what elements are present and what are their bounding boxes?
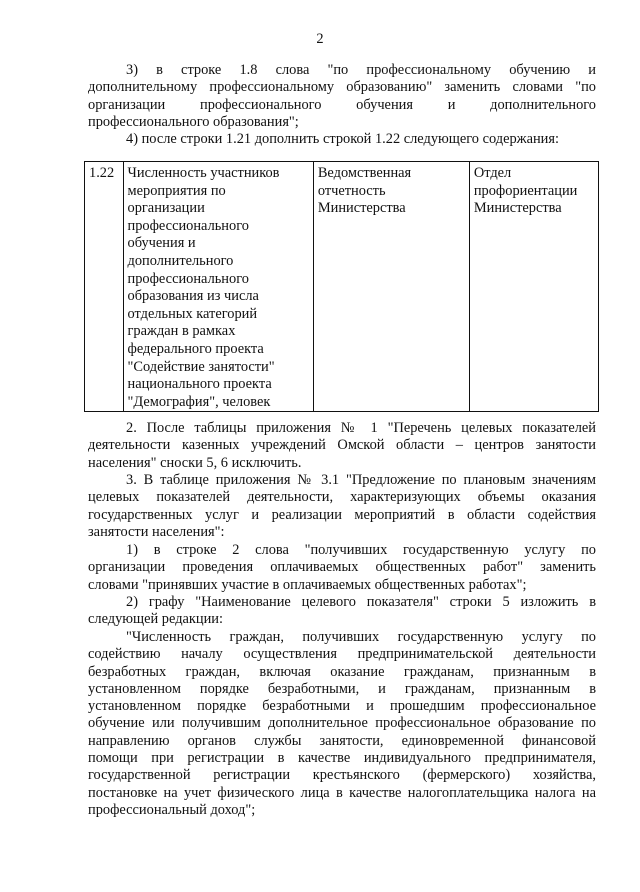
cell-line: Ведомственная bbox=[317, 165, 412, 181]
cell-line: национального проекта bbox=[127, 376, 272, 393]
text-line: 4) после строки 1.21 дополнить строкой 1.22 следующего содержания: bbox=[126, 131, 560, 147]
text-line: государственной регистрации крестьянского (фермерского) хозяйства, bbox=[88, 767, 596, 784]
text-line: 3. В таблице приложения № 3.1 "Предложение по плановым значениям bbox=[126, 472, 596, 488]
cell-line: Министерства bbox=[473, 200, 562, 217]
text-line: целевых показателей деятельности, характеризующих объемы оказания bbox=[88, 489, 596, 506]
text-line: обучение или получившим дополнительное профессиональное образование по bbox=[88, 715, 596, 732]
cell-line: Министерства bbox=[317, 200, 406, 217]
cell-line: образования из числа bbox=[127, 288, 259, 305]
indicator-table bbox=[84, 161, 599, 412]
text-line: организации профессионального обучения и дополнительного bbox=[88, 96, 596, 113]
cell-line: федерального проекта bbox=[127, 340, 264, 357]
section-3-paragraph bbox=[88, 472, 596, 541]
new-wording-paragraph bbox=[88, 629, 596, 819]
cell-line: профессионального bbox=[127, 270, 249, 287]
text-line: профессиональный доход"; bbox=[88, 801, 256, 818]
text-line: словами "принявших участие в оплачиваемых общественных работах"; bbox=[88, 576, 527, 593]
text-line: "Численность граждан, получивших государственную услугу по bbox=[126, 629, 596, 645]
text-line: помощи при регистрации в качестве индивидуального предпринимателя, bbox=[88, 750, 596, 767]
indicator-name-cell bbox=[123, 162, 313, 412]
text-line: профессионального образования"; bbox=[88, 113, 299, 130]
text-line: 2) графу "Наименование целевого показателя" строки 5 изложить в bbox=[126, 594, 596, 610]
text-line: деятельности казенных учреждений Омской области – центров занятости bbox=[88, 437, 596, 454]
text-line: следующей редакции: bbox=[88, 611, 223, 628]
section-2-paragraph bbox=[88, 420, 596, 472]
text-line: 2. После таблицы приложения № 1 "Перечень целевых показателей bbox=[126, 420, 596, 436]
cell-line: отдельных категорий bbox=[127, 305, 258, 322]
text-line: направлению органов службы занятости, единовременной финансовой bbox=[88, 732, 596, 749]
text-line: дополнительному профессиональному образованию" заменить словами "по bbox=[88, 79, 596, 96]
text-line: государственных услуг и реализации мероприятий в области содействия bbox=[88, 506, 596, 523]
row-number: 1.22 bbox=[89, 165, 115, 181]
cell-line: профориентации bbox=[473, 182, 578, 199]
subitem-2-paragraph bbox=[88, 594, 596, 629]
cell-line: обучения и bbox=[127, 235, 196, 252]
cell-line: профессионального bbox=[127, 217, 249, 234]
cell-line: дополнительного bbox=[127, 252, 234, 269]
item-4-paragraph bbox=[88, 131, 596, 148]
text-line: населения" сноски 5, 6 исключить. bbox=[88, 454, 302, 471]
subitem-1-paragraph bbox=[88, 542, 596, 594]
text-line: 1) в строке 2 слова "получивших государственную услугу по bbox=[126, 542, 596, 558]
table-row bbox=[85, 162, 599, 412]
text-line: 3) в строке 1.8 слова "по профессиональному обучению и bbox=[126, 62, 596, 78]
text-line: установленном порядке безработными, и гражданам, признанным в bbox=[88, 680, 596, 697]
cell-line: "Демография", человек bbox=[127, 393, 271, 410]
page-number: 2 bbox=[316, 31, 324, 47]
cell-line: мероприятия по bbox=[127, 182, 226, 199]
text-line: установленном порядке безработными и прошедшим профессиональное bbox=[88, 698, 596, 715]
item-3-paragraph bbox=[88, 62, 596, 131]
cell-line: Численность участников bbox=[127, 165, 280, 181]
text-line: содействию началу осуществления предпринимательской деятельности bbox=[88, 646, 596, 663]
data-source-cell bbox=[313, 162, 469, 412]
cell-line: граждан в рамках bbox=[127, 323, 236, 340]
text-line: постановке на учет физического лица в качестве налогоплательщика налога на bbox=[88, 784, 596, 801]
text-line: организации проведения оплачиваемых общественных работ" заменить bbox=[88, 559, 596, 576]
cell-line: Отдел bbox=[473, 165, 512, 181]
cell-line: отчетность bbox=[317, 182, 386, 199]
text-line: занятости населения": bbox=[88, 523, 225, 540]
cell-line: "Содействие занятости" bbox=[127, 358, 275, 375]
row-number-cell bbox=[85, 162, 124, 412]
cell-line: организации bbox=[127, 200, 205, 217]
responsible-cell bbox=[469, 162, 598, 412]
text-line: безработных граждан, включая оказание гражданам, признанным в bbox=[88, 663, 596, 680]
